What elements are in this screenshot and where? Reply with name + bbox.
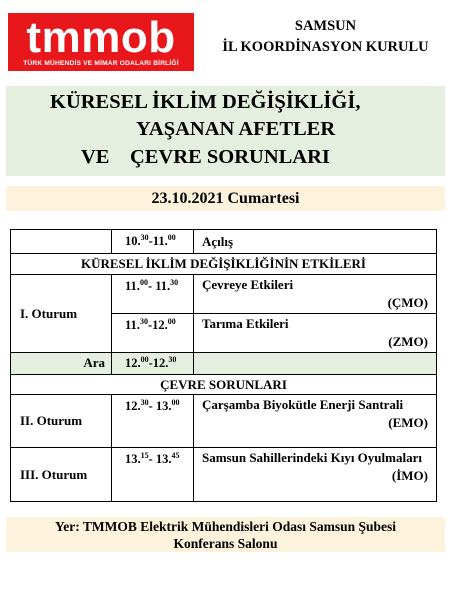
session-1-talk-1-row [11, 275, 437, 314]
title-line-3: VE ÇEVRE SORUNLARI [81, 146, 330, 168]
opening-session-cell [11, 230, 112, 254]
session-1-talk-1-time: 11.00- 11.30 [112, 275, 194, 314]
section-1-title: KÜRESEL İKLİM DEĞİŞİKLİĞİNİN ETKİLERİ [11, 254, 437, 275]
break-label: Ara [11, 353, 112, 375]
venue-line-2: Konferans Salonu [173, 536, 278, 551]
session-3-time: 13.15- 13.45 [112, 448, 194, 502]
section-2-title: ÇEVRE SORUNLARI [11, 375, 437, 395]
opening-row [11, 230, 437, 254]
session-1-talk-2 [194, 314, 437, 353]
session-3-talk [194, 448, 437, 502]
title-line-2: YAŞANAN AFETLER [136, 118, 336, 140]
talk-title: Çarşamba Biyokütle Enerji Santrali [202, 397, 404, 412]
opening-time: 10.30-11.00 [112, 230, 194, 254]
logo-subtitle: TÜRK MÜHENDİS VE MİMAR ODALARI BİRLİĞİ [23, 60, 179, 67]
talk-organizer: (EMO) [388, 415, 428, 430]
talk-organizer: (ÇMO) [387, 295, 428, 310]
session-2-row [11, 395, 437, 448]
talk-title: Çevreye Etkileri [202, 277, 294, 292]
venue-line-1: Yer: TMMOB Elektrik Mühendisleri Odası Samsun Şubesi [54, 519, 397, 534]
session-3-row [11, 448, 437, 502]
break-empty-cell [194, 353, 437, 375]
session-3-label: III. Oturum [11, 448, 112, 502]
session-1-talk-1 [194, 275, 437, 314]
program-table [10, 229, 437, 502]
session-2-time: 12.30- 13.00 [112, 395, 194, 448]
event-title-banner [6, 86, 445, 176]
break-time: 12.00-12.30 [112, 353, 194, 375]
tmmob-logo [8, 13, 194, 71]
talk-organizer: (İMO) [391, 468, 428, 483]
title-line-1: KÜRESEL İKLİM DEĞİŞİKLİĞİ, [50, 91, 361, 113]
talk-title: Samsun Sahillerindeki Kıyı Oyulmaları [202, 450, 422, 465]
organizer-city: SAMSUN [294, 18, 357, 34]
talk-title: Tarıma Etkileri [202, 316, 289, 331]
session-1-label: I. Oturum [11, 275, 112, 353]
break-row [11, 353, 437, 375]
session-2-talk [194, 395, 437, 448]
section-header-row [11, 254, 437, 275]
venue-box [6, 517, 445, 552]
session-1-talk-2-time: 11.30-12.00 [112, 314, 194, 353]
logo-wordmark: tmmob [26, 13, 176, 62]
organizer-committee: İL KOORDİNASYON KURULU [222, 39, 429, 55]
event-date: 23.10.2021 Cumartesi [6, 186, 445, 211]
section-2-header-row [11, 375, 437, 395]
session-2-label: II. Oturum [11, 395, 112, 448]
talk-organizer: (ZMO) [388, 334, 428, 349]
opening-title: Açılış [194, 230, 437, 254]
